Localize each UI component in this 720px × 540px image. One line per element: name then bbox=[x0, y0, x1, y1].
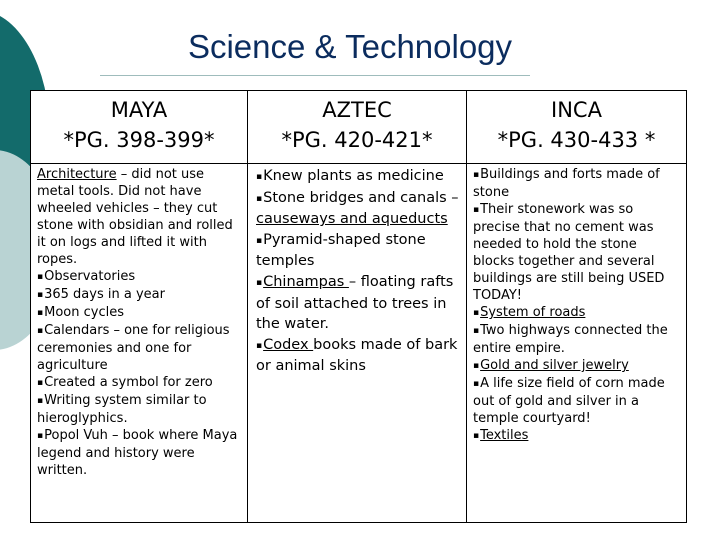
item-underlined-text: Textiles bbox=[480, 428, 529, 443]
header-aztec-pages: *PG. 420-421* bbox=[281, 128, 433, 152]
item-underlined-text: Architecture bbox=[37, 167, 117, 182]
item-text: Knew plants as medicine bbox=[263, 168, 444, 184]
content-row bbox=[31, 164, 687, 523]
comparison-table bbox=[30, 90, 687, 523]
header-inca bbox=[467, 91, 687, 164]
header-inca-name: INCA bbox=[551, 98, 602, 122]
list-item bbox=[37, 374, 243, 392]
item-text: A life size field of corn made out of gold and silver in a temple courtyard! bbox=[473, 376, 665, 426]
list-item bbox=[37, 166, 243, 268]
header-aztec-name: AZTEC bbox=[322, 98, 392, 122]
bullet-icon: ▪ bbox=[473, 361, 480, 371]
bullet-icon: ▪ bbox=[37, 326, 44, 336]
bullet-icon: ▪ bbox=[37, 396, 44, 406]
item-text: Stone bridges and canals – bbox=[263, 189, 459, 206]
list-item bbox=[473, 322, 682, 357]
bullet-icon: ▪ bbox=[256, 340, 263, 351]
maya-cell bbox=[31, 164, 248, 523]
list-item bbox=[256, 166, 462, 188]
item-underlined-text: Gold and silver jewelry bbox=[480, 358, 629, 373]
list-item bbox=[256, 272, 462, 335]
header-inca-pages: *PG. 430-433 * bbox=[497, 128, 656, 152]
list-item bbox=[473, 427, 682, 445]
bullet-icon: ▪ bbox=[37, 378, 44, 388]
item-text: Pyramid-shaped stone temples bbox=[256, 231, 426, 270]
bullet-icon: ▪ bbox=[256, 235, 263, 246]
item-text: Moon cycles bbox=[44, 305, 124, 320]
header-maya bbox=[31, 91, 248, 164]
item-underlined-text: Chinampas bbox=[263, 273, 349, 290]
item-text: 365 days in a year bbox=[44, 287, 165, 302]
bullet-icon: ▪ bbox=[37, 308, 44, 318]
bullet-icon: ▪ bbox=[473, 326, 480, 336]
bullet-icon: ▪ bbox=[37, 272, 44, 282]
list-item bbox=[473, 201, 682, 304]
bullet-icon: ▪ bbox=[256, 193, 263, 204]
bullet-icon: ▪ bbox=[37, 431, 44, 441]
bullet-icon: ▪ bbox=[473, 308, 480, 318]
list-item bbox=[37, 286, 243, 304]
item-text: Calendars – one for religious ceremonies and one for agriculture bbox=[37, 323, 230, 373]
item-text: – floating rafts of soil attached to trees in the water. bbox=[256, 273, 454, 333]
aztec-cell bbox=[248, 164, 467, 523]
item-text: Buildings and forts made of stone bbox=[473, 167, 660, 200]
list-item bbox=[473, 375, 682, 427]
list-item bbox=[37, 322, 243, 374]
bullet-icon: ▪ bbox=[473, 170, 480, 180]
list-item bbox=[37, 268, 243, 286]
list-item bbox=[473, 166, 682, 201]
item-text: – did not use metal tools. Did not have wheeled vehicles – they cut stone with obsidian and rolled it on logs and lifted it with ropes. bbox=[37, 167, 233, 267]
slide-title: Science & Technology bbox=[187, 28, 513, 65]
item-underlined-text: Codex bbox=[263, 336, 314, 353]
list-item bbox=[256, 335, 462, 377]
bullet-icon: ▪ bbox=[37, 290, 44, 300]
item-text: Writing system similar to hieroglyphics. bbox=[37, 393, 207, 426]
item-text: Two highways connected the entire empire. bbox=[473, 323, 668, 356]
item-underlined-text: causeways and aqueducts bbox=[256, 211, 448, 228]
list-item bbox=[37, 304, 243, 322]
list-item bbox=[37, 392, 243, 427]
bullet-icon: ▪ bbox=[473, 379, 480, 389]
header-row bbox=[31, 91, 687, 164]
header-maya-pages: *PG. 398-399* bbox=[63, 128, 215, 152]
inca-cell bbox=[467, 164, 687, 523]
item-text: Created a symbol for zero bbox=[44, 375, 213, 390]
bullet-icon: ▪ bbox=[473, 205, 480, 215]
list-item bbox=[37, 427, 243, 479]
item-text: Observatories bbox=[44, 269, 136, 284]
header-aztec bbox=[248, 91, 467, 164]
bullet-icon: ▪ bbox=[473, 431, 480, 441]
item-text: Their stonework was so precise that no cement was needed to hold the stone blocks together and several buildings are still being USED TODAY! bbox=[473, 202, 665, 303]
list-item bbox=[256, 230, 462, 272]
title-underline bbox=[100, 75, 530, 76]
list-item bbox=[256, 188, 462, 230]
bullet-icon: ▪ bbox=[256, 172, 263, 182]
item-underlined-text: System of roads bbox=[480, 305, 586, 320]
header-maya-name: MAYA bbox=[110, 98, 168, 122]
list-item bbox=[473, 304, 682, 322]
item-text: Popol Vuh – book where Maya legend and history were written. bbox=[37, 428, 238, 478]
bullet-icon: ▪ bbox=[256, 277, 263, 288]
item-text: books made of bark or animal skins bbox=[256, 336, 458, 375]
list-item bbox=[473, 357, 682, 375]
